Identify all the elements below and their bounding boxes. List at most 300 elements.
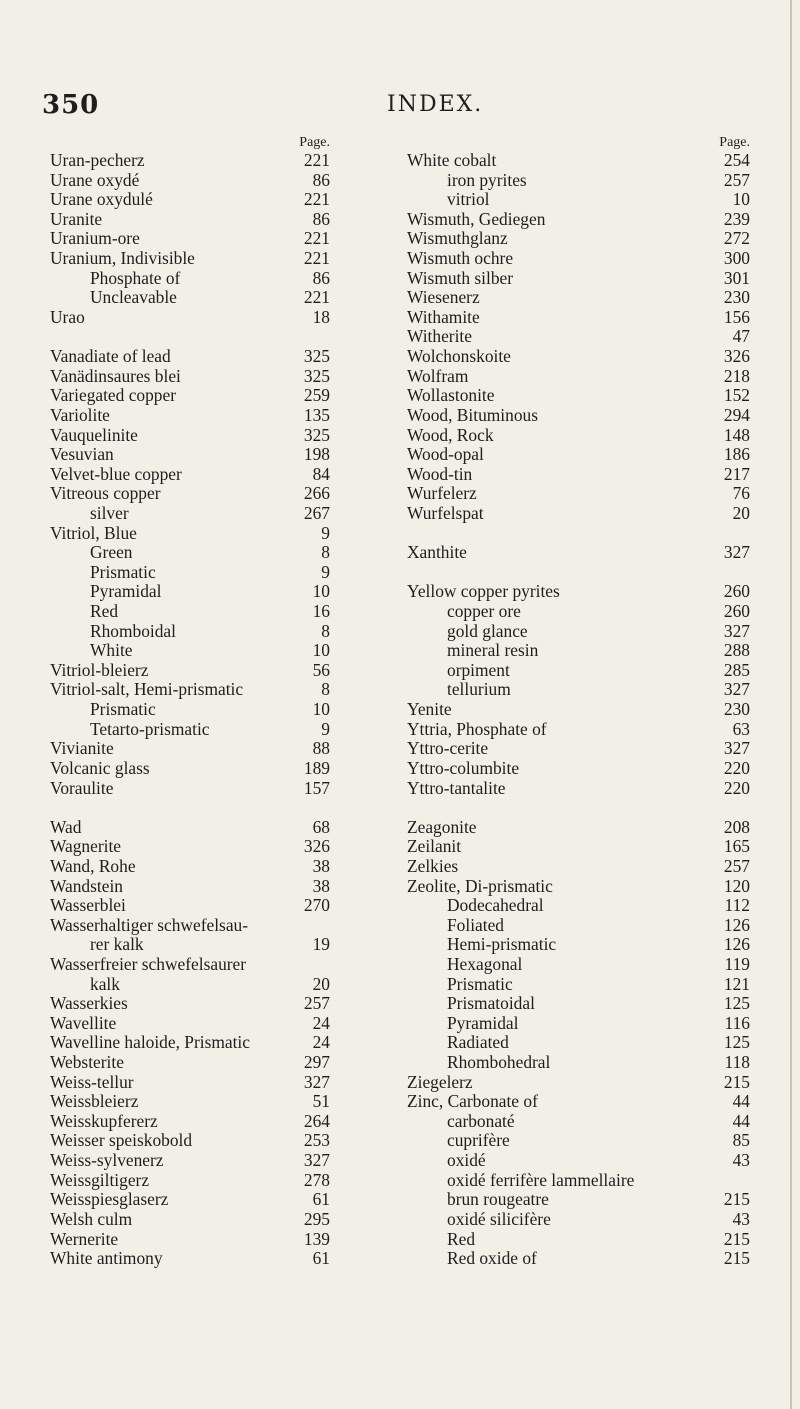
page-reference: 165 — [723, 836, 750, 857]
index-entry — [407, 386, 750, 406]
index-entry — [50, 504, 380, 524]
index-term: Yttro-tantalite — [407, 777, 506, 798]
index-entry — [50, 249, 380, 269]
index-term: Wood-tin — [407, 463, 473, 484]
page-reference: 327 — [723, 679, 750, 700]
index-entry — [407, 288, 750, 308]
index-term: Xanthite — [407, 542, 467, 563]
index-term: Hexagonal — [447, 953, 523, 974]
index-term: Uranite — [50, 208, 103, 229]
page-reference: 327 — [303, 1071, 330, 1092]
page-reference: 152 — [723, 385, 750, 406]
index-entry — [50, 680, 380, 700]
page-reference: 20 — [312, 973, 330, 994]
index-entry — [407, 1171, 750, 1191]
page-reference: 230 — [723, 287, 750, 308]
page-reference: 301 — [723, 267, 750, 288]
index-entry — [407, 1131, 750, 1151]
section-spacer — [407, 524, 750, 544]
index-entry — [407, 151, 750, 171]
index-term: Foliated — [447, 914, 504, 935]
index-term: mineral resin — [447, 640, 539, 661]
index-term: Wad — [50, 816, 82, 837]
index-term: gold glance — [447, 620, 528, 641]
index-term: Weiss-tellur — [50, 1071, 134, 1092]
index-term: Wolfram — [407, 365, 469, 386]
index-term: Pyramidal — [447, 1012, 519, 1033]
index-term: Wiesenerz — [407, 287, 480, 308]
index-entry — [407, 994, 750, 1014]
page-reference: 294 — [723, 404, 750, 425]
page-reference: 295 — [303, 1208, 330, 1229]
index-entry — [50, 661, 380, 681]
index-entry — [50, 837, 380, 857]
index-term: Wurfelerz — [407, 483, 477, 504]
page-reference: 260 — [723, 601, 750, 622]
index-term: Tetarto-prismatic — [90, 718, 210, 739]
page-reference: 266 — [303, 483, 330, 504]
index-term: Vesuvian — [50, 444, 114, 465]
index-column-left — [50, 135, 380, 1269]
index-entry — [50, 386, 380, 406]
index-term: Zinc, Carbonate of — [407, 1091, 538, 1112]
index-term: Uncleavable — [90, 287, 177, 308]
page-reference: 43 — [732, 1150, 750, 1171]
index-term: Weissgiltigerz — [50, 1169, 150, 1190]
page-reference: 119 — [724, 953, 750, 974]
index-entry — [50, 1151, 380, 1171]
page-reference: 19 — [312, 934, 330, 955]
page-reference: 208 — [723, 816, 750, 837]
index-entry — [407, 641, 750, 661]
page-reference: 215 — [723, 1228, 750, 1249]
index-entry — [50, 151, 380, 171]
index-term: Velvet-blue copper — [50, 463, 182, 484]
page-reference: 8 — [321, 542, 330, 563]
index-entry — [407, 543, 750, 563]
index-term: Yttria, Phosphate of — [407, 718, 547, 739]
running-head: INDEX. — [387, 92, 484, 117]
page-reference: 38 — [312, 875, 330, 896]
index-term: Wurfelspat — [407, 502, 484, 523]
page-reference: 267 — [303, 502, 330, 523]
index-term: Zelkies — [407, 855, 459, 876]
index-term: brun rougeatre — [447, 1189, 549, 1210]
page-reference: 198 — [303, 444, 330, 465]
page-reference: 325 — [303, 365, 330, 386]
page-reference: 327 — [723, 620, 750, 641]
index-entry — [407, 680, 750, 700]
index-entry — [50, 190, 380, 210]
index-term: Wernerite — [50, 1228, 119, 1249]
page-reference: 10 — [312, 699, 330, 720]
page-reference: 186 — [723, 444, 750, 465]
page-reference: 44 — [732, 1110, 750, 1131]
page-number: 350 — [42, 90, 100, 120]
page-column-label: Page. — [719, 135, 750, 150]
index-entry — [407, 1033, 750, 1053]
page-reference: 230 — [723, 699, 750, 720]
index-term: Wasserkies — [50, 993, 128, 1014]
index-term: tellurium — [447, 679, 511, 700]
index-entry — [50, 759, 380, 779]
page-reference: 325 — [303, 346, 330, 367]
index-entry — [407, 190, 750, 210]
page-reference: 288 — [723, 640, 750, 661]
index-term: Uranium-ore — [50, 228, 140, 249]
index-entry — [50, 602, 380, 622]
index-entry — [407, 406, 750, 426]
page-reference: 221 — [303, 189, 330, 210]
index-term: Wavelline haloide, Prismatic — [50, 1032, 250, 1053]
page-reference: 215 — [723, 1248, 750, 1269]
index-entry — [50, 1210, 380, 1230]
index-entry — [50, 916, 380, 936]
page-reference: 253 — [303, 1130, 330, 1151]
index-entry — [50, 347, 380, 367]
page-reference: 257 — [303, 993, 330, 1014]
index-entry — [50, 1249, 380, 1269]
page-reference: 9 — [321, 561, 330, 582]
index-entry — [407, 779, 750, 799]
index-term: Urane oxydé — [50, 169, 140, 190]
index-term: Wismuthglanz — [407, 228, 508, 249]
index-term: Zeolite, Di-prismatic — [407, 875, 553, 896]
page-reference: 221 — [303, 248, 330, 269]
page-reference: 44 — [732, 1091, 750, 1112]
page-reference: 135 — [303, 404, 330, 425]
section-spacer — [407, 563, 750, 583]
page-reference: 8 — [321, 679, 330, 700]
index-entry — [407, 975, 750, 995]
index-entry — [407, 1073, 750, 1093]
index-entry — [50, 543, 380, 563]
index-entry — [50, 210, 380, 230]
section-spacer — [50, 798, 380, 818]
page-reference: 20 — [732, 502, 750, 523]
page-reference: 24 — [312, 1032, 330, 1053]
index-term: Variolite — [50, 404, 110, 425]
page-edge — [790, 0, 792, 1409]
index-term: Vitriol-salt, Hemi-prismatic — [50, 679, 244, 700]
index-entry — [50, 935, 380, 955]
index-term: Vanädinsaures blei — [50, 365, 181, 386]
page-reference: 326 — [723, 346, 750, 367]
page-reference: 254 — [723, 150, 750, 170]
index-term: Wood, Bituminous — [407, 404, 538, 425]
page-reference: 56 — [312, 659, 330, 680]
index-entry — [407, 582, 750, 602]
index-entry — [407, 426, 750, 446]
page-reference: 220 — [723, 777, 750, 798]
index-entry — [407, 308, 750, 328]
page-reference: 88 — [312, 738, 330, 759]
index-entry — [50, 779, 380, 799]
index-entry — [407, 327, 750, 347]
index-entry — [407, 622, 750, 642]
index-term: White antimony — [50, 1248, 163, 1269]
page-reference: 126 — [723, 914, 750, 935]
index-term: Withamite — [407, 306, 480, 327]
index-entry — [407, 1230, 750, 1250]
index-term: Wismuth ochre — [407, 248, 514, 269]
index-term: Vitriol, Blue — [50, 522, 137, 543]
page-reference: 260 — [723, 581, 750, 602]
index-entry — [407, 249, 750, 269]
page-reference: 156 — [723, 306, 750, 327]
index-term: Weisser speiskobold — [50, 1130, 193, 1151]
index-entry — [407, 739, 750, 759]
index-term: Vitriol-bleierz — [50, 659, 149, 680]
index-entry — [50, 1033, 380, 1053]
index-entry — [50, 877, 380, 897]
index-term: Prismatoidal — [447, 993, 535, 1014]
index-term: Hemi-prismatic — [447, 934, 557, 955]
page-reference: 218 — [723, 365, 750, 386]
index-term: Prismatic — [90, 699, 156, 720]
index-term: Witherite — [407, 326, 472, 347]
index-term: Ziegelerz — [407, 1071, 473, 1092]
index-term: Wagnerite — [50, 836, 122, 857]
index-term: Yellow copper pyrites — [407, 581, 560, 602]
index-entry — [50, 308, 380, 328]
page-reference: 10 — [312, 640, 330, 661]
index-term: copper ore — [447, 601, 521, 622]
page-reference: 259 — [303, 385, 330, 406]
page-reference: 257 — [723, 855, 750, 876]
index-term: Yttro-cerite — [407, 738, 489, 759]
index-term: Urane oxydulé — [50, 189, 153, 210]
index-term: cuprifère — [447, 1130, 510, 1151]
index-entry — [407, 818, 750, 838]
index-term: Welsh culm — [50, 1208, 133, 1229]
index-term: Yenite — [407, 699, 452, 720]
section-spacer — [50, 327, 380, 347]
index-entry — [50, 524, 380, 544]
index-entry — [407, 347, 750, 367]
column-header — [407, 135, 750, 151]
column-header — [50, 135, 380, 151]
index-term: Yttro-columbite — [407, 757, 520, 778]
index-entry — [407, 759, 750, 779]
index-term: oxidé ferrifère lammellaire — [447, 1169, 635, 1190]
index-entry — [50, 426, 380, 446]
index-term: Weisskupfererz — [50, 1110, 158, 1131]
index-term: Wollastonite — [407, 385, 495, 406]
page-reference: 325 — [303, 424, 330, 445]
page-reference: 86 — [312, 208, 330, 229]
index-entry — [407, 1053, 750, 1073]
index-term: Red oxide of — [447, 1248, 537, 1269]
page-reference: 189 — [303, 757, 330, 778]
page-reference: 63 — [732, 718, 750, 739]
page-reference: 278 — [303, 1169, 330, 1190]
index-column-right — [407, 135, 750, 1269]
page-reference: 61 — [312, 1248, 330, 1269]
index-entry — [407, 1112, 750, 1132]
index-entry — [50, 582, 380, 602]
index-entry — [407, 837, 750, 857]
index-entry — [50, 406, 380, 426]
index-term: iron pyrites — [447, 169, 527, 190]
index-term: Wasserfreier schwefelsaurer — [50, 953, 247, 974]
index-entry — [407, 916, 750, 936]
page-reference: 327 — [303, 1150, 330, 1171]
index-entry — [407, 269, 750, 289]
index-entry — [407, 504, 750, 524]
index-term: Voraulite — [50, 777, 114, 798]
index-term: Red — [90, 601, 119, 622]
page-reference: 84 — [312, 463, 330, 484]
page-reference: 85 — [732, 1130, 750, 1151]
index-term: Weisspiesglaserz — [50, 1189, 169, 1210]
page-reference: 43 — [732, 1208, 750, 1229]
index-entry — [50, 229, 380, 249]
page-reference: 61 — [312, 1189, 330, 1210]
index-entry — [407, 1210, 750, 1230]
index-term: Wismuth, Gediegen — [407, 208, 546, 229]
index-term: silver — [90, 502, 129, 523]
index-term: Urao — [50, 306, 85, 327]
index-term: Zeagonite — [407, 816, 477, 837]
page-reference: 47 — [732, 326, 750, 347]
page-reference: 38 — [312, 855, 330, 876]
index-term: Wasserhaltiger schwefelsau- — [50, 914, 249, 935]
index-entry — [50, 641, 380, 661]
page-reference: 327 — [723, 542, 750, 563]
page-reference: 51 — [312, 1091, 330, 1112]
page-reference: 86 — [312, 169, 330, 190]
page-reference: 68 — [312, 816, 330, 837]
index-entry — [407, 367, 750, 387]
index-term: Phosphate of — [90, 267, 181, 288]
index-term: Weiss-sylvenerz — [50, 1150, 164, 1171]
index-term: carbonaté — [447, 1110, 515, 1131]
index-term: White — [90, 640, 133, 661]
index-entry — [50, 1230, 380, 1250]
index-entry — [50, 484, 380, 504]
page-reference: 118 — [724, 1052, 750, 1073]
index-term: Variegated copper — [50, 385, 177, 406]
page-reference: 86 — [312, 267, 330, 288]
page-reference: 257 — [723, 169, 750, 190]
page-reference: 221 — [303, 150, 330, 170]
index-entry — [50, 622, 380, 642]
index-term: Wavellite — [50, 1012, 117, 1033]
page-header — [42, 90, 742, 130]
page-reference: 221 — [303, 287, 330, 308]
index-entry — [407, 1092, 750, 1112]
index-term: Weissbleierz — [50, 1091, 139, 1112]
page-reference: 116 — [724, 1012, 750, 1033]
index-entry — [50, 269, 380, 289]
page-reference: 76 — [732, 483, 750, 504]
index-entry — [50, 857, 380, 877]
index-term: Rhomboidal — [90, 620, 176, 641]
page-reference: 120 — [723, 875, 750, 896]
page-reference: 327 — [723, 738, 750, 759]
index-entry — [50, 994, 380, 1014]
index-term: Vitreous copper — [50, 483, 161, 504]
page-reference: 264 — [303, 1110, 330, 1131]
page-reference: 326 — [303, 836, 330, 857]
index-entry — [407, 1190, 750, 1210]
index-entry — [50, 1053, 380, 1073]
index-term: vitriol — [447, 189, 490, 210]
index-term: Wood-opal — [407, 444, 484, 465]
page-reference: 148 — [723, 424, 750, 445]
section-spacer — [407, 798, 750, 818]
index-term: White cobalt — [407, 150, 497, 170]
page-reference: 139 — [303, 1228, 330, 1249]
index-entry — [50, 563, 380, 583]
index-entry — [407, 229, 750, 249]
index-entry — [407, 700, 750, 720]
page-reference: 16 — [312, 601, 330, 622]
page-reference: 157 — [303, 777, 330, 798]
index-term: Wolchonskoite — [407, 346, 511, 367]
index-term: Dodecahedral — [447, 895, 544, 916]
page-reference: 126 — [723, 934, 750, 955]
index-term: oxidé silicifère — [447, 1208, 551, 1229]
index-entry — [407, 1151, 750, 1171]
index-entry — [50, 896, 380, 916]
index-entry — [407, 877, 750, 897]
page-reference: 112 — [724, 895, 750, 916]
index-term: Wand, Rohe — [50, 855, 136, 876]
index-entry — [50, 1112, 380, 1132]
index-entry — [50, 720, 380, 740]
index-entry — [50, 1171, 380, 1191]
page-reference: 8 — [321, 620, 330, 641]
index-entry — [50, 1014, 380, 1034]
index-term: Rhombohedral — [447, 1052, 551, 1073]
index-entry — [50, 739, 380, 759]
page-reference: 9 — [321, 522, 330, 543]
index-term: Green — [90, 542, 133, 563]
page-reference: 121 — [723, 973, 750, 994]
page-column-label: Page. — [299, 135, 330, 150]
page-reference: 272 — [723, 228, 750, 249]
page-reference: 270 — [303, 895, 330, 916]
index-entry — [50, 1073, 380, 1093]
index-term: Uranium, Indivisible — [50, 248, 195, 269]
index-entry — [407, 1014, 750, 1034]
index-entry — [50, 1092, 380, 1112]
index-entry — [50, 700, 380, 720]
page-reference: 125 — [723, 993, 750, 1014]
index-entry — [407, 720, 750, 740]
index-entry — [407, 445, 750, 465]
index-entry — [50, 955, 380, 975]
index-entry — [50, 367, 380, 387]
index-term: Wismuth silber — [407, 267, 514, 288]
index-entry — [50, 171, 380, 191]
index-entry — [407, 465, 750, 485]
page-reference: 300 — [723, 248, 750, 269]
index-entry — [50, 975, 380, 995]
index-entry — [407, 935, 750, 955]
index-term: Prismatic — [90, 561, 156, 582]
index-entry — [50, 1190, 380, 1210]
page-reference: 297 — [303, 1052, 330, 1073]
index-term: Wood, Rock — [407, 424, 494, 445]
index-term: Volcanic glass — [50, 757, 150, 778]
index-term: Prismatic — [447, 973, 513, 994]
index-term: Radiated — [447, 1032, 509, 1053]
index-entry — [50, 288, 380, 308]
index-term: Vivianite — [50, 738, 114, 759]
